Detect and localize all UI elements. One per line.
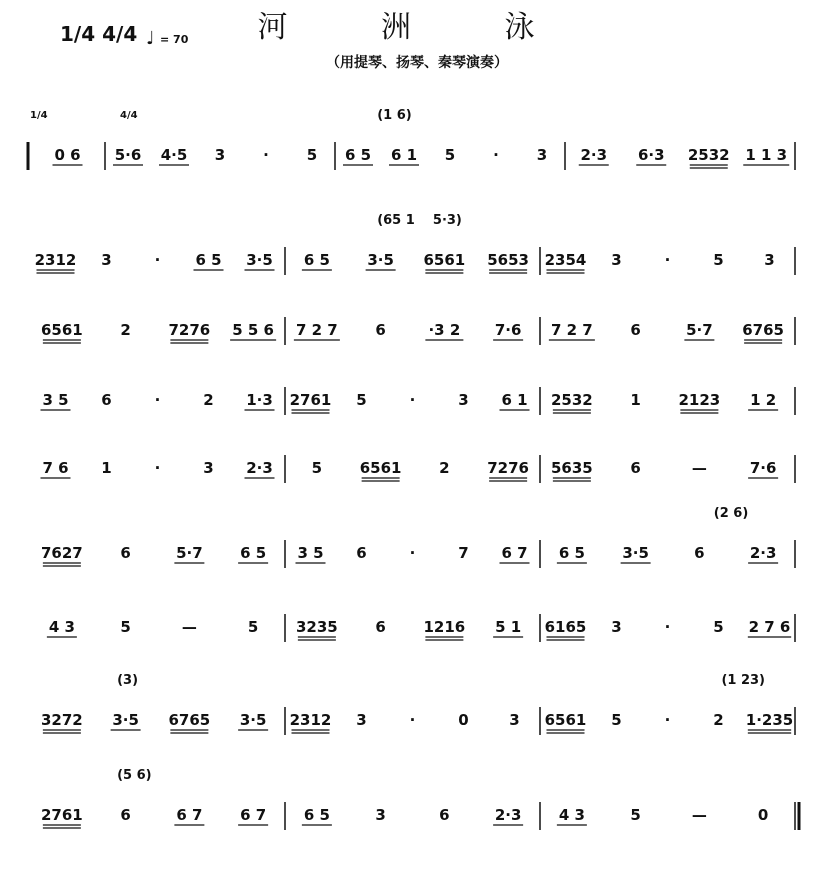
note-group: 5 (630, 806, 641, 824)
note-group: · (154, 459, 161, 477)
note-group: 6 (375, 321, 386, 339)
note-group: 3 (764, 251, 775, 269)
note-group: 6 7 (176, 806, 203, 824)
score-subtitle: （用提琴、扬琴、秦琴演奏） (326, 55, 508, 71)
note-group: 5 1 (495, 618, 522, 636)
note-group: 6 (356, 544, 367, 562)
note-group: · (493, 146, 499, 164)
note-group: 6 7 (240, 806, 267, 824)
note-group: · (664, 711, 671, 729)
note-group: 6765 (168, 711, 211, 729)
note-group: 2761 (289, 391, 332, 409)
time-sig-small-1: 1/4 (30, 110, 48, 121)
note-group: 6 (120, 544, 131, 562)
note-group: 2 7 6 (748, 618, 791, 636)
note-group: 2 (439, 459, 450, 477)
note-group: 6 (630, 459, 641, 477)
note-group: 6561 (41, 321, 83, 339)
note-group: 6 5 (303, 806, 330, 824)
note-group: 6 5 (195, 251, 222, 269)
note-group: 6561 (423, 251, 466, 269)
note-group: 6 (101, 391, 112, 409)
note-group: 7276 (168, 321, 211, 339)
note-group: 6·3 (637, 146, 665, 164)
note-group: 3 (214, 146, 226, 164)
note-group: 7 2 7 (295, 321, 338, 339)
note-group: 2532 (687, 146, 730, 164)
note-group: 7·6 (494, 321, 522, 339)
note-group: 2532 (551, 391, 593, 409)
note-group: 6561 (359, 459, 402, 477)
note-group: 5 (356, 391, 367, 409)
note-group: · (409, 711, 416, 729)
note-group: 1·235 (745, 711, 794, 729)
note-group: 5·7 (176, 544, 203, 562)
note-group: 5635 (551, 459, 593, 477)
note-group: 6 5 (303, 251, 330, 269)
note-group: ·3 2 (428, 321, 461, 339)
note-group: 2 (713, 711, 724, 729)
note-group: 1216 (423, 618, 466, 636)
note-group: 3 (458, 391, 469, 409)
note-group: 1 (630, 391, 641, 409)
note-group: 3 (536, 146, 548, 164)
note-group: 7 2 7 (550, 321, 593, 339)
note-group: 7 (458, 544, 469, 562)
note-group: 2·3 (494, 806, 522, 824)
note-group: 3·5 (239, 711, 267, 729)
note-group: 1 2 (750, 391, 777, 409)
note-group: 6 7 (501, 544, 528, 562)
note-group: 3 (375, 806, 386, 824)
note-group: 2312 (34, 251, 77, 269)
note-group: 7627 (41, 544, 83, 562)
time-sig-small-2: 4/4 (120, 110, 138, 121)
ornament-annotation: (65 1 5·3) (377, 213, 462, 228)
note-group: 7276 (487, 459, 529, 477)
note-group: 6765 (742, 321, 784, 339)
ornament-annotation: (5 6) (117, 768, 152, 783)
note-group: — (691, 806, 707, 824)
note-group: · (664, 618, 671, 636)
note-group: 3 5 (42, 391, 69, 409)
note-group: 7·6 (749, 459, 777, 477)
note-group: 5653 (487, 251, 529, 269)
note-group: 1·3 (246, 391, 273, 409)
tempo-value: = 70 (160, 33, 189, 46)
note-group: 5 (247, 618, 259, 636)
note-group: 3 (611, 251, 622, 269)
note-group: 5 (311, 459, 323, 477)
note-group: 5 (713, 618, 724, 636)
note-group: 6 (120, 806, 131, 824)
note-group: 3 (203, 459, 214, 477)
note-group: 5 5 6 (232, 321, 275, 339)
note-group: 3·5 (112, 711, 139, 729)
note-group: 5 (444, 146, 456, 164)
note-group: — (691, 459, 707, 477)
note-group: 6 1 (501, 391, 528, 409)
note-group: 3272 (41, 711, 83, 729)
note-group: 3·5 (367, 251, 394, 269)
note-group: 7 6 (42, 459, 69, 477)
note-group: 1 1 3 (745, 146, 788, 164)
note-group: · (263, 146, 269, 164)
note-group: 6 (630, 321, 641, 339)
note-group: 2·3 (580, 146, 608, 164)
note-group: 3 (611, 618, 622, 636)
note-group: 4 3 (558, 806, 585, 824)
note-group: 3235 (296, 618, 338, 636)
note-group: 6 5 (558, 544, 585, 562)
tempo-note-icon: ♩ (146, 28, 155, 49)
ornament-annotation: (3) (117, 673, 139, 688)
note-group: 3 (356, 711, 367, 729)
note-group: · (154, 391, 161, 409)
note-group: 3 (509, 711, 520, 729)
note-group: 6561 (544, 711, 587, 729)
note-group: 2·3 (246, 459, 273, 477)
note-group: 2123 (678, 391, 721, 409)
note-group: 6 (694, 544, 705, 562)
note-group: 2761 (41, 806, 83, 824)
note-group: 0 6 (54, 146, 81, 164)
note-group: · (664, 251, 671, 269)
note-group: 6 1 (390, 146, 418, 164)
note-group: 2 (120, 321, 131, 339)
note-group: 1 (101, 459, 112, 477)
note-group: 3·5 (622, 544, 649, 562)
note-group: 3·5 (246, 251, 273, 269)
time-signature-header: 1/4 4/4 (60, 22, 138, 46)
note-group: 5 (713, 251, 724, 269)
note-group: 6165 (544, 618, 587, 636)
ornament-annotation: (1 23) (721, 673, 765, 688)
note-group: 6 (375, 618, 386, 636)
note-group: 6 (439, 806, 450, 824)
note-group: 6 5 (344, 146, 372, 164)
note-group: 3 (101, 251, 112, 269)
note-group: 5·7 (686, 321, 713, 339)
note-group: 5 (120, 618, 131, 636)
note-group: 2·3 (749, 544, 777, 562)
note-group: 3 5 (297, 544, 324, 562)
note-group: — (181, 618, 197, 636)
note-group: 5 (611, 711, 622, 729)
note-group: 4·5 (160, 146, 188, 164)
note-group: 0 (757, 806, 769, 824)
note-group: 5 (306, 146, 318, 164)
note-group: 6 5 (240, 544, 267, 562)
note-group: 4 3 (48, 618, 75, 636)
ornament-annotation: (2 6) (713, 506, 749, 521)
note-group: 2354 (544, 251, 587, 269)
note-group: · (154, 251, 161, 269)
score-title: 河 洲 泳 (257, 10, 577, 45)
note-group: 0 (458, 711, 469, 729)
note-group: 2 (203, 391, 214, 409)
note-group: · (409, 391, 416, 409)
ornament-annotation: (1 6) (377, 108, 412, 123)
note-group: · (409, 544, 416, 562)
note-group: 5·6 (114, 146, 142, 164)
note-group: 2312 (289, 711, 332, 729)
